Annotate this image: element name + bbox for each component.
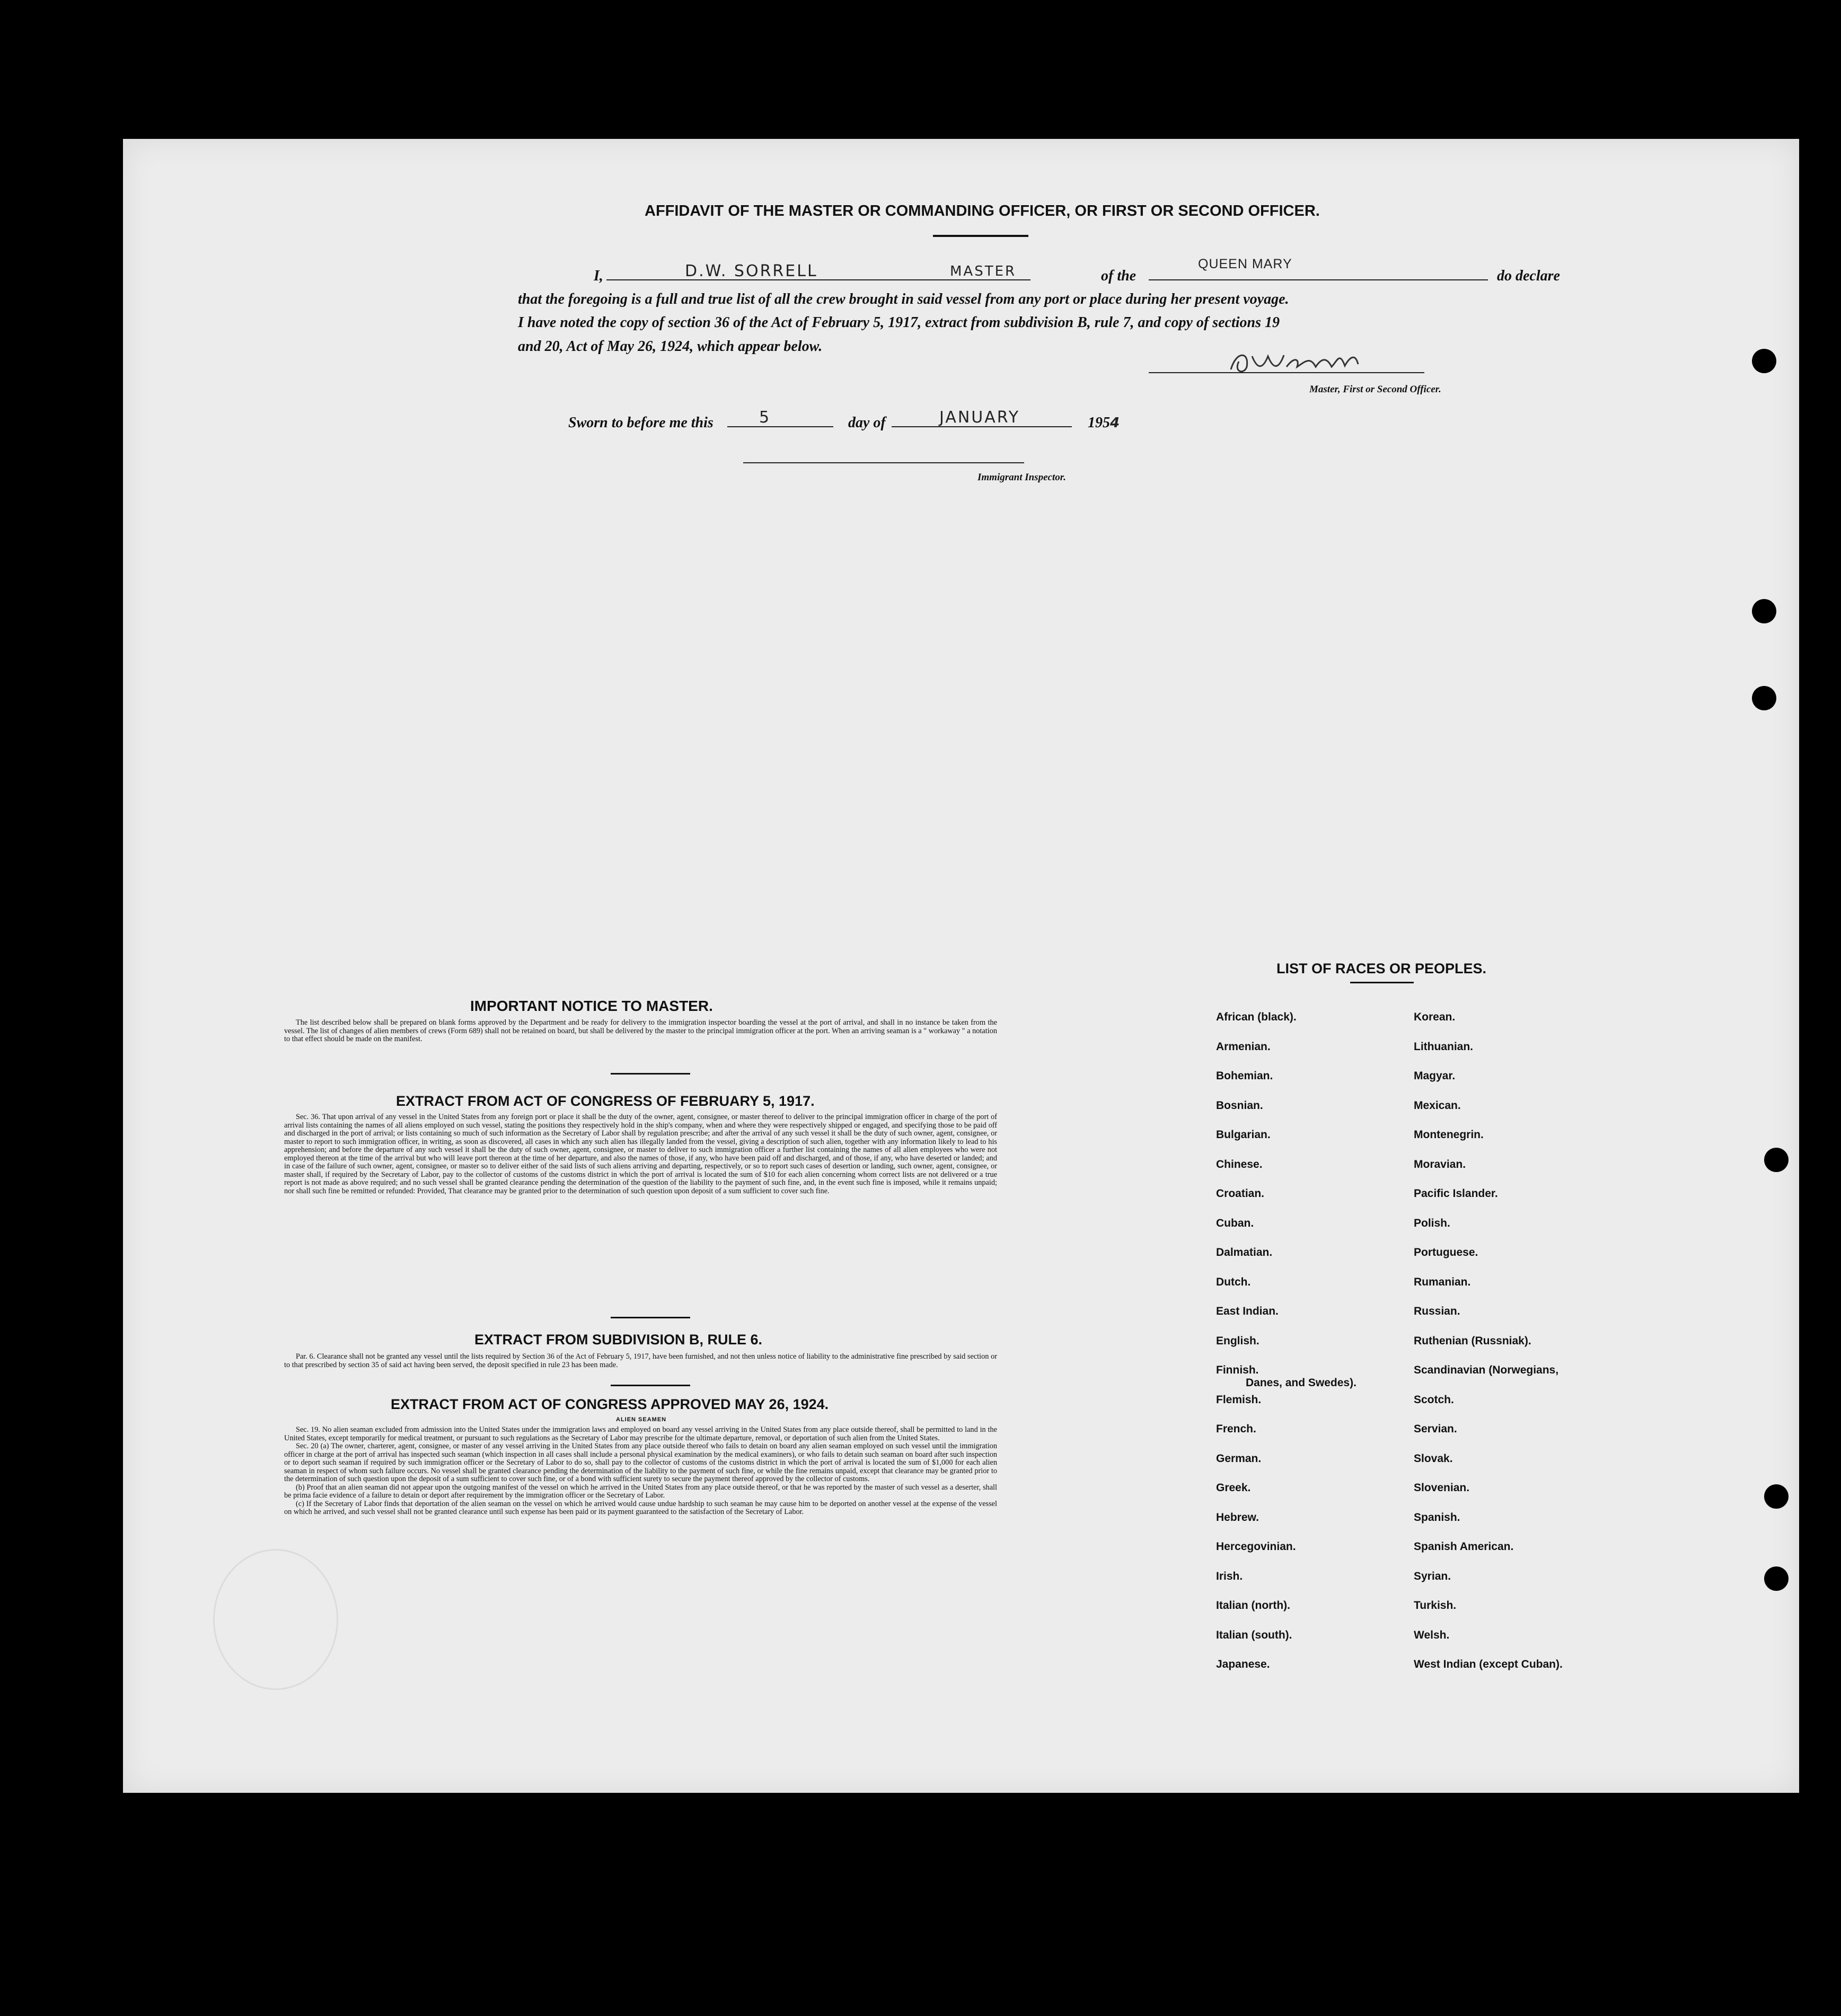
race-item: Danes, and Swedes). [1246, 1377, 1356, 1389]
extract-1917-rule [611, 1317, 690, 1318]
signature-line [1149, 372, 1424, 373]
race-item: Slovak. [1414, 1452, 1453, 1465]
race-item: English. [1216, 1334, 1259, 1347]
punch-hole [1764, 1566, 1789, 1591]
statement-line-3: and 20, Act of May 26, 1924, which appear below. [518, 338, 823, 355]
embossed-seal [213, 1549, 338, 1690]
show-through-text [1342, 224, 1356, 245]
race-item: Spanish. [1414, 1511, 1460, 1524]
signature-caption: Master, First or Second Officer. [1309, 384, 1441, 395]
race-item: Slovenian. [1414, 1482, 1470, 1494]
race-item: Armenian. [1216, 1040, 1271, 1053]
section-20c: (c) If the Secretary of Labor finds that deportation of the alien seaman on the vessel on which he arrived would cause undue hardship to such seaman he may cause him to be deported on another vessel at the expense of the vessel on which he arrived, and such vessel shall not be granted clearance until such expense has been paid or its payment guaranteed to the satisfaction of the Secretary of Labor. [284, 1499, 997, 1516]
month-handwritten: JANUARY [939, 408, 1020, 427]
race-item: Montenegrin. [1414, 1129, 1484, 1141]
race-item: Polish. [1414, 1217, 1450, 1229]
race-item: French. [1216, 1423, 1256, 1435]
extract-rule6-title: EXTRACT FROM SUBDIVISION B, RULE 6. [474, 1332, 763, 1348]
inspector-caption: Immigrant Inspector. [977, 472, 1066, 483]
do-declare-label: do declare [1497, 268, 1560, 284]
race-item: Bulgarian. [1216, 1129, 1271, 1141]
master-signature [1226, 340, 1374, 383]
race-item: Welsh. [1414, 1628, 1450, 1641]
i-label: I, [594, 268, 603, 284]
race-item: Mexican. [1414, 1099, 1461, 1112]
race-item: Bohemian. [1216, 1070, 1273, 1082]
race-item: Flemish. [1216, 1393, 1262, 1406]
race-item: Magyar. [1414, 1070, 1456, 1082]
inspector-line [743, 462, 1024, 463]
race-item: Turkish. [1414, 1599, 1457, 1612]
punch-hole [1764, 1484, 1789, 1509]
race-item: Scotch. [1414, 1393, 1454, 1406]
punch-hole [1752, 349, 1776, 373]
race-item: Japanese. [1216, 1658, 1270, 1670]
affidavit-title: AFFIDAVIT OF THE MASTER OR COMMANDING OFFICER, OR FIRST OR SECOND OFFICER. [645, 203, 1320, 219]
year-printed: 1954 [1088, 415, 1122, 431]
show-through-text [462, 499, 476, 521]
race-item: Scandinavian (Norwegians, [1414, 1364, 1559, 1376]
race-item: Hercegovinian. [1216, 1540, 1296, 1553]
race-item: Rumanian. [1414, 1275, 1471, 1288]
sworn-label: Sworn to before me this [568, 415, 714, 431]
title-underline [933, 235, 1028, 237]
race-item: Croatian. [1216, 1187, 1265, 1200]
race-item: Ruthenian (Russniak). [1414, 1334, 1531, 1347]
statement-line-2: I have noted the copy of section 36 of the Act of February 5, 1917, extract from subdivision B, rule 7, and copy of sections 19 [518, 314, 1280, 331]
race-item: Servian. [1414, 1423, 1457, 1435]
race-item: Spanish American. [1414, 1540, 1514, 1553]
race-item: African (black). [1216, 1011, 1297, 1023]
race-item: Finnish. [1216, 1364, 1259, 1376]
race-item: Chinese. [1216, 1158, 1263, 1170]
rank-handwritten: MASTER [950, 263, 1017, 279]
race-item: Portuguese. [1414, 1246, 1478, 1258]
race-item: Moravian. [1414, 1158, 1466, 1170]
year-handwritten: 4 [1110, 415, 1122, 431]
race-item: Dutch. [1216, 1275, 1251, 1288]
race-item: Pacific Islander. [1414, 1187, 1498, 1200]
name-handwritten: D.W. SORRELL [685, 262, 818, 280]
extract-rule6-text: Par. 6. Clearance shall not be granted any vessel until the lists required by Section 36 of the Act of February 5, 1917, have been furnished, and not then unless notice of liability to the administrative fine prescribed by said section or to that prescribed by section 35 of said act having been served, the deposit specified in rule 23 has been made. [284, 1352, 997, 1369]
race-item: Korean. [1414, 1011, 1456, 1023]
extract-1924-title: EXTRACT FROM ACT OF CONGRESS APPROVED MAY 26, 1924. [391, 1396, 829, 1412]
vessel-line [1149, 279, 1488, 280]
race-item: Russian. [1414, 1305, 1460, 1317]
document-page [123, 139, 1799, 1793]
notice-text: The list described below shall be prepared on blank forms approved by the Department and be ready for delivery to the immigration inspector boarding the vessel at the port of arrival, and shall in no instance be taken from the vessel. The list of changes of alien members of crews (Form 689) shall not be retained on board, but shall be delivered by the master to the principal immigration officer at the port. When an arriving seaman is a " workaway " a notation to that effect should be made on the manifest. [284, 1018, 997, 1043]
race-item: Bosnian. [1216, 1099, 1263, 1112]
race-item: German. [1216, 1452, 1262, 1465]
extract-1917-text: Sec. 36. That upon arrival of any vessel in the United States from any foreign port or place it shall be the duty of the owner, agent, consignee, or master thereof to deliver to the principal immigration officer in charge of the port of arrival lists containing the names of all aliens employed on such vessel, stating the positions they respectively hold in the ship's company, when and where they were respectively shipped or engaged, and specifying those to be paid off and discharged in the port of arrival; or lists containing so much of such information as the Secretary of Labor shall by regulation prescribe; and after the arrival of any such vessel it shall be the duty of such owner, agent, consignee, or master to report to such immigration officer, in writing, as soon as discovered, all cases in which any such alien has illegally landed from the vessel, giving a description of such alien, together with any information likely to lead to his apprehension; and before the departure of any such vessel it shall be the duty of such owner, agent, consignee, or master to deliver to such immigration officer a further list containing the names of all alien employees who were not employed thereon at the time of the arrival but who will leave port thereon at the time of her departure, and also the names of those, if any, who have been paid off and discharged, and of those, if any, who have deserted or landed; and in case of the failure of such owner, agent, consignee, or master so to deliver either of the said lists of such aliens arriving and departing, respectively, or so to report such cases of desertion or landing, such owner, agent, consignee, or master shall, if required by the Secretary of Labor, pay to the collector of customs of the customs district in which the port of arrival is located the sum of $10 for each alien concerning whom correct lists are not delivered or a true report is not made as above required; and no such vessel shall be granted clearance pending the determination of the question of the liability to the payment of such fine, and, in the event such fine is imposed, while it remains unpaid; nor shall such fine be remitted or refunded: Provided, That clearance may be granted prior to the determination of such question upon deposit of a sum sufficient to cover such fine. [284, 1113, 997, 1195]
races-title: LIST OF RACES OR PEOPLES. [1276, 961, 1487, 976]
section-19: Sec. 19. No alien seaman excluded from admission into the United States under the immigration laws and employed on board any vessel arriving in the United States from any place outside thereof, shall be permitted to land in the United States, except temporarily for medical treatment, or pursuant to such regulations as the Secretary of Labor may prescribe for the ultimate departure, removal, or deportation of such alien from the United States. [284, 1425, 997, 1442]
section-20a: Sec. 20 (a) The owner, charterer, agent, consignee, or master of any vessel arriving in the United States from any place outside thereof who fails to detain on board any alien seaman employed on such vessel until the immigration officer in charge at the port of arrival has inspected such seaman (which inspection in all cases shall include a personal physical examination by the medical examiners), or who fails to detain such seaman on board after such inspection or to deport such seaman if required by such immigration officer or the Secretary of Labor to do so, shall pay to the collector of customs of the customs district in which the port of arrival is located the sum of $1,000 for each alien seaman in respect of whom such failure occurs. No vessel shall be granted clearance pending the determination of the liability to the payment of such fine, or while the fine remains unpaid, except that clearance may be granted prior to the determination of such question upon the deposit of a sum sufficient to cover such fine, or of a bond with sufficient surety to secure the payment thereof approved by the collector of customs. [284, 1442, 997, 1483]
punch-hole [1764, 1148, 1789, 1172]
races-title-underline [1350, 982, 1414, 983]
extract-rule6-rule [611, 1385, 690, 1386]
race-item: Dalmatian. [1216, 1246, 1273, 1258]
race-item: Italian (north). [1216, 1599, 1290, 1612]
vessel-name-stamp: QUEEN MARY [1198, 257, 1292, 271]
punch-hole [1752, 599, 1776, 623]
race-item: Lithuanian. [1414, 1040, 1473, 1053]
day-line [727, 426, 833, 427]
section-20b: (b) Proof that an alien seaman did not appear upon the outgoing manifest of the vessel on which he arrived in the United States from any place outside thereof, or that he was reported by the master of such vessel as a deserter, shall be prima facie evidence of a failure to detain or deport after requirement by the immigration officer or the Secretary of Labor. [284, 1483, 997, 1500]
punch-hole [1752, 686, 1776, 710]
statement-line-1: that the foregoing is a full and true list of all the crew brought in said vessel from any port or place during her present voyage. [518, 291, 1289, 307]
race-item: Greek. [1216, 1482, 1251, 1494]
extract-1924-text [284, 1426, 997, 1517]
race-item: West Indian (except Cuban). [1414, 1658, 1563, 1670]
extract-1924-subtitle: ALIEN SEAMEN [616, 1416, 667, 1423]
of-the-label: of the [1101, 268, 1137, 284]
race-item: Syrian. [1414, 1570, 1451, 1582]
race-item: Italian (south). [1216, 1628, 1292, 1641]
race-item: Irish. [1216, 1570, 1243, 1582]
notice-rule [611, 1073, 690, 1075]
notice-title: IMPORTANT NOTICE TO MASTER. [470, 998, 713, 1014]
race-item: Cuban. [1216, 1217, 1254, 1229]
race-item: East Indian. [1216, 1305, 1279, 1317]
name-line [606, 279, 1030, 280]
day-of-label: day of [848, 415, 886, 431]
race-item: Hebrew. [1216, 1511, 1259, 1524]
day-handwritten: 5 [759, 408, 771, 427]
extract-1917-title: EXTRACT FROM ACT OF CONGRESS OF FEBRUARY 5, 1917. [396, 1093, 815, 1109]
